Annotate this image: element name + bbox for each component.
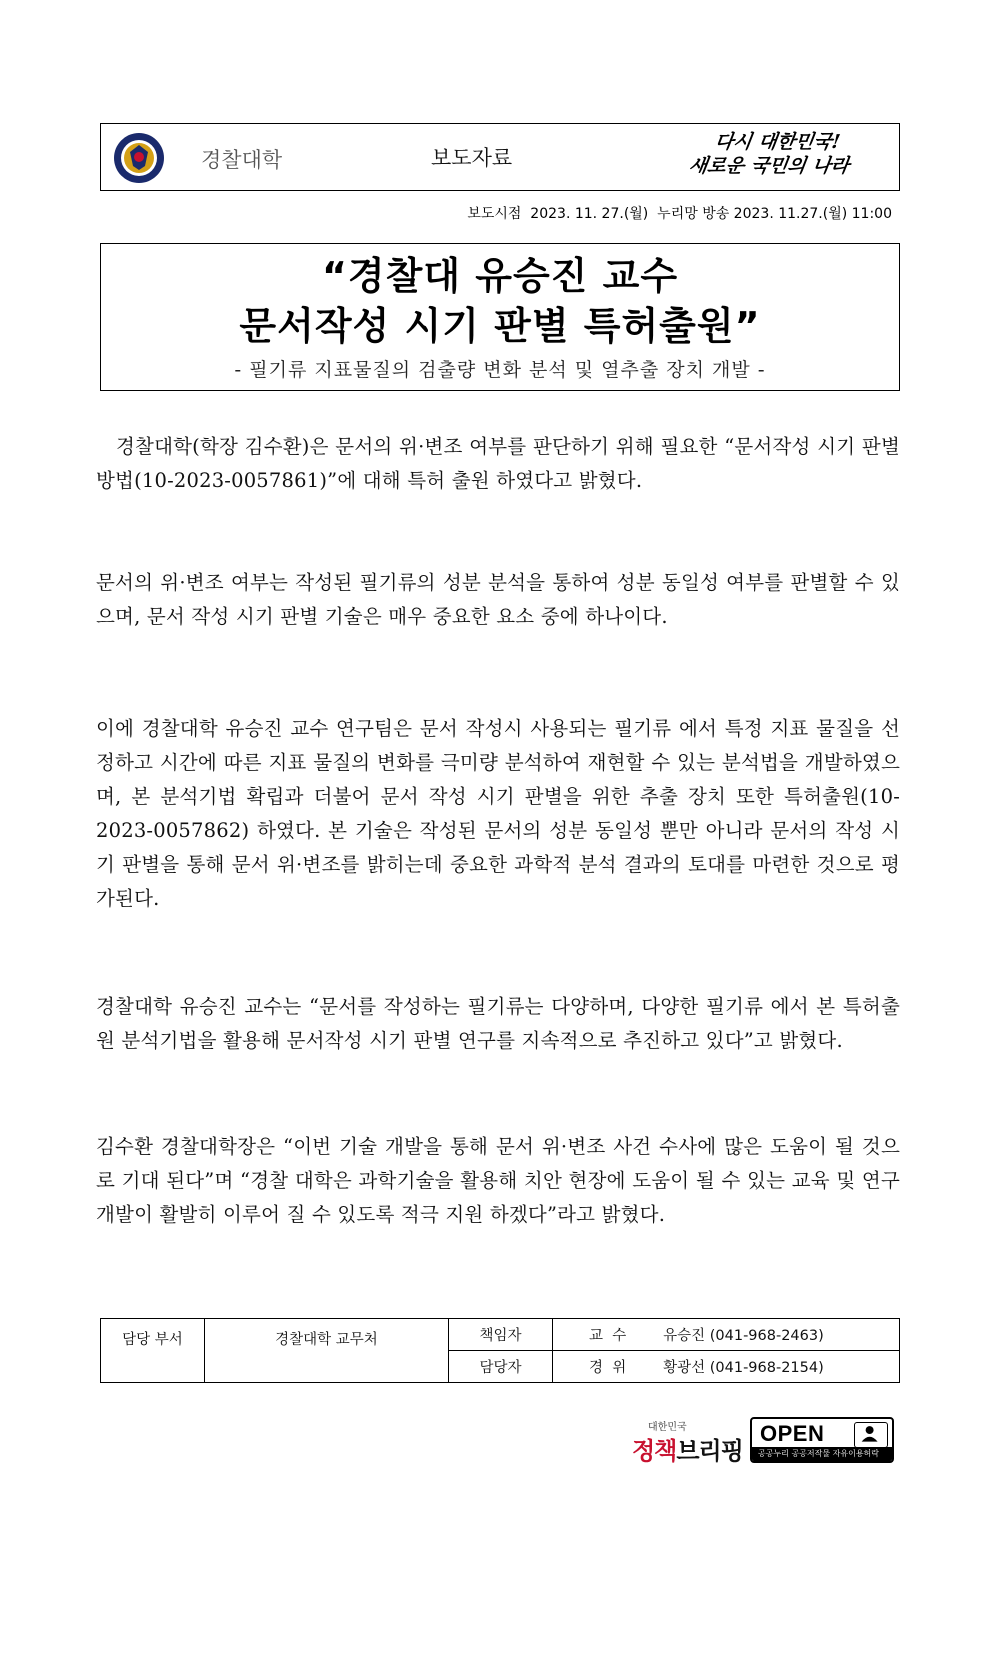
paragraph: 경찰대학 유승진 교수는 “문서를 작성하는 필기류는 다양하며, 다양한 필기류 에서 본 특허출원 분석기법을 활용해 문서작성 시기 판별 연구를 지속적으로 추진하고 있다”고 밝혔다. <box>96 995 900 1052</box>
table-row <box>101 1319 900 1351</box>
subtitle: - 필기류 지표물질의 검출량 변화 분석 및 열추출 장치 개발 - <box>234 359 766 381</box>
title-box <box>100 243 900 391</box>
person-icon <box>854 1422 888 1448</box>
contact-person: 경 위 황광선 (041-968-2154) <box>553 1351 900 1383</box>
briefing-wordmark <box>632 1431 743 1466</box>
contact-role: 담당자 <box>449 1351 553 1383</box>
contact-role: 책임자 <box>449 1319 553 1351</box>
briefing-small-label: 대한민국 <box>648 1422 687 1433</box>
police-emblem-icon <box>113 132 165 184</box>
title-line2: 문서작성 시기 판별 특허출원” <box>239 304 761 348</box>
slogan <box>689 130 885 186</box>
open-label: OPEN <box>760 1421 825 1446</box>
policy-briefing-logo <box>632 1418 744 1466</box>
slogan-line1: 다시 대한민국! <box>713 131 842 153</box>
open-bar-text: 공공누리 공공저작물 자유이용허락 <box>752 1447 892 1461</box>
press-header <box>100 123 900 191</box>
briefing-dark-text: 브리핑 <box>676 1437 743 1465</box>
open-license-badge <box>750 1417 894 1463</box>
briefing-red-text: 정책 <box>632 1437 677 1465</box>
contact-person: 교 수 유승진 (041-968-2463) <box>553 1319 900 1351</box>
paragraph: 문서의 위·변조 여부는 작성된 필기류의 성분 분석을 통하여 성분 동일성 여부를 판별할 수 있으며, 문서 작성 시기 판별 기술은 매우 중요한 요소 중에 하나이다. <box>96 571 900 628</box>
paragraph: 김수환 경찰대학장은 “이번 기술 개발을 통해 문서 위·변조 사건 수사에 많은 도움이 될 것으로 기대 된다”며 “경찰 대학은 과학기술을 활용해 치안 현장에 도움이 될 수 있는 교육 및 연구개발이 활발히 이루어 질 수 있도록 적극 지원 하겠다”라고 밝혔다. <box>96 1135 900 1226</box>
title-line1: “경찰대 유승진 교수 <box>321 254 679 298</box>
paragraph: 경찰대학(학장 김수환)은 문서의 위·변조 여부를 판단하기 위해 필요한 “문서작성 시기 판별 방법(10-2023-0057861)”에 대해 특허 출원 하였다고 밝혔다. <box>96 435 900 492</box>
dept-name: 경찰대학 교무처 <box>205 1319 449 1383</box>
slogan-line2: 새로운 국민의 나라 <box>687 155 851 177</box>
dept-label: 담당 부서 <box>101 1319 205 1383</box>
org-name: 경찰대학 <box>201 148 283 172</box>
release-time: 보도시점 2023. 11. 27.(월) 누리망 방송 2023. 11.27.(월) 11:00 <box>467 206 892 222</box>
contact-table <box>100 1318 900 1383</box>
paragraph: 이에 경찰대학 유승진 교수 연구팀은 문서 작성시 사용되는 필기류 에서 특정 지표 물질을 선정하고 시간에 따른 지표 물질의 변화를 극미량 분석하여 재현할 수 있는 분석법을 개발하였으며, 본 분석기법 확립과 더불어 문서 작성 시기 판별을 위한 추출 장치 또한 특허출원(10-2023-0057862) 하였다. 본 기술은 작성된 문서의 성분 동일성 뿐만 아니라 문서의 작성 시기 판별을 통해 문서 위·변조를 밝히는데 중요한 과학적 분석 결과의 토대를 마련한 것으로 평가된다. <box>96 717 900 910</box>
doc-type: 보도자료 <box>431 146 513 170</box>
